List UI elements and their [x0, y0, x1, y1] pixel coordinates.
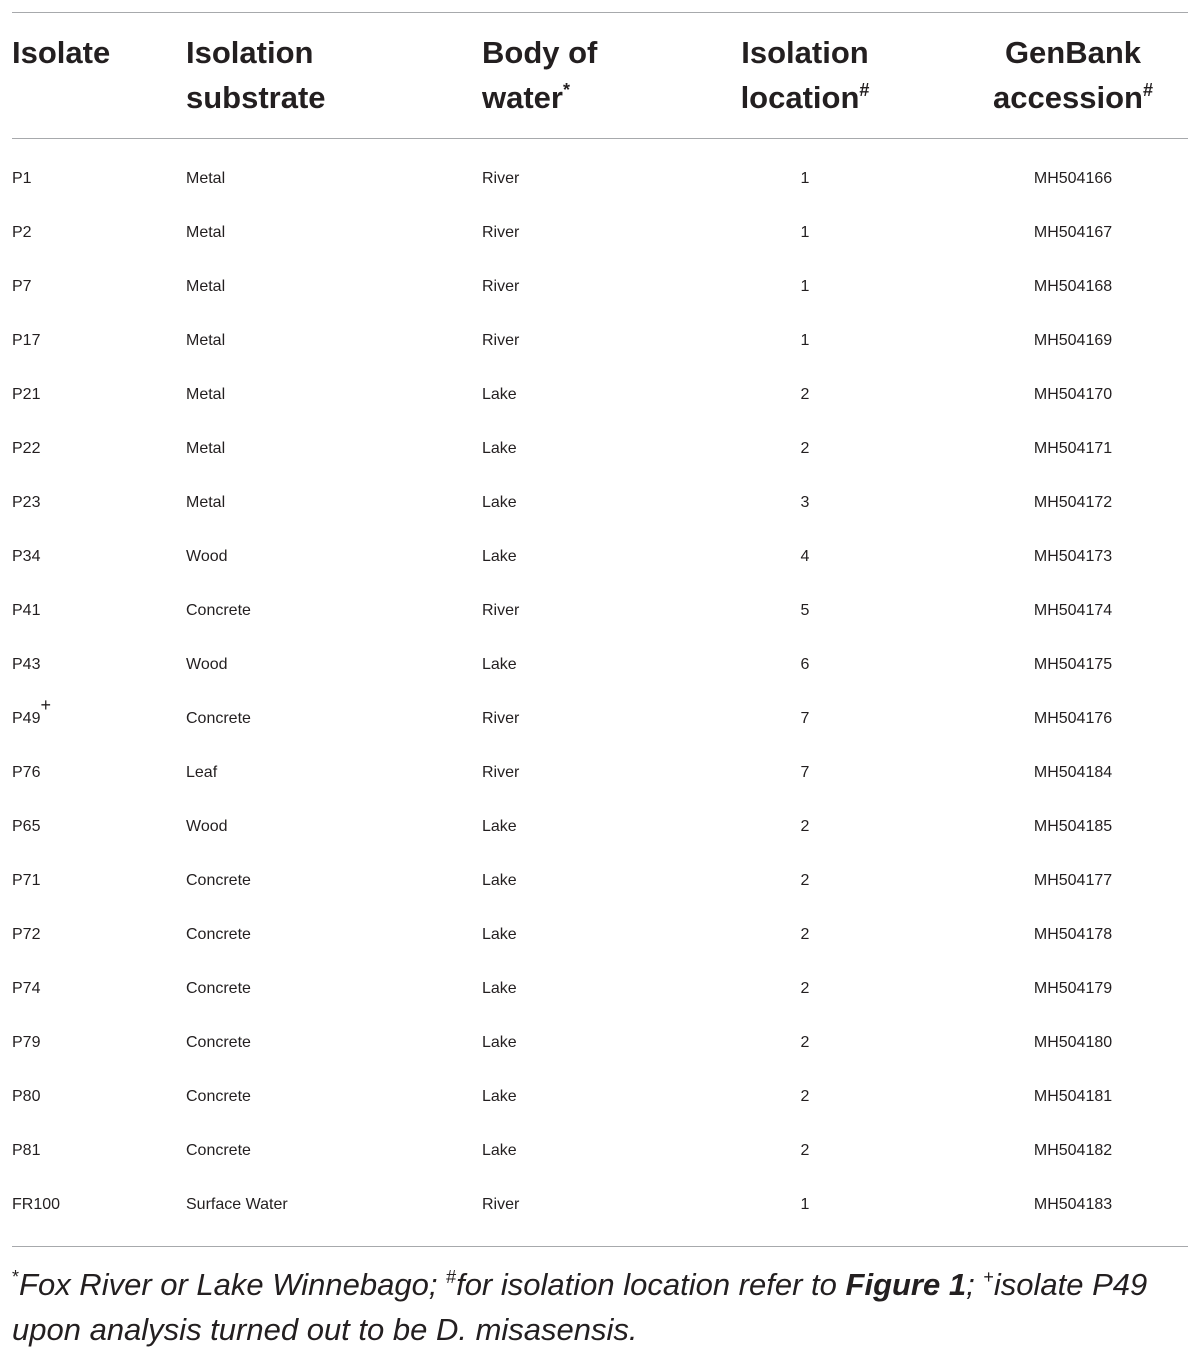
cell-substrate: Metal — [186, 170, 226, 187]
cell-isolate: P1 — [12, 170, 32, 187]
cell-genbank-accession: MH504184 — [1033, 764, 1113, 781]
cell-genbank-accession: MH504176 — [1033, 710, 1113, 727]
header-body-of-water: Body of water* — [482, 35, 598, 115]
cell-genbank-accession: MH504183 — [1033, 1196, 1113, 1213]
cell-body-of-water: Lake — [482, 1088, 517, 1105]
table-row — [0, 260, 1200, 314]
cell-genbank-accession: MH504170 — [1033, 386, 1113, 403]
cell-isolation-location: 2 — [800, 440, 810, 457]
isolate-footnote-mark: + — [40, 695, 51, 715]
cell-genbank-accession: MH504166 — [1033, 170, 1113, 187]
header-genbank-accession: GenBank accession# — [993, 35, 1153, 115]
cell-body-of-water: Lake — [482, 818, 517, 835]
cell-body-of-water: Lake — [482, 548, 517, 565]
cell-body-of-water: River — [482, 602, 520, 619]
header-isolate: Isolate — [12, 35, 111, 70]
table-row — [0, 746, 1200, 800]
cell-isolate: FR100 — [12, 1196, 61, 1213]
figure-reference: Figure 1 — [845, 1267, 967, 1302]
cell-genbank-accession: MH504177 — [1033, 872, 1113, 889]
cell-genbank-accession: MH504182 — [1033, 1142, 1113, 1159]
table-footnote: *Fox River or Lake Winnebago; #for isolation location refer to Figure 1; +isolate P49 upon analysis turned out to be D. misasensis. — [12, 1267, 1148, 1347]
table-row — [0, 314, 1200, 368]
cell-genbank-accession: MH504169 — [1033, 332, 1113, 349]
cell-isolation-location: 2 — [800, 386, 810, 403]
cell-isolation-location: 2 — [800, 818, 810, 835]
cell-body-of-water: River — [482, 278, 520, 295]
table-row — [0, 854, 1200, 908]
cell-isolate: P17 — [12, 332, 41, 349]
cell-genbank-accession: MH504185 — [1033, 818, 1113, 835]
cell-substrate: Concrete — [186, 1034, 251, 1051]
cell-genbank-accession: MH504179 — [1033, 980, 1113, 997]
cell-substrate: Wood — [186, 818, 228, 835]
cell-body-of-water: Lake — [482, 1142, 517, 1159]
cell-isolation-location: 2 — [800, 926, 810, 943]
table-row — [0, 800, 1200, 854]
cell-isolate: P80 — [12, 1088, 41, 1105]
cell-isolate: P72 — [12, 926, 41, 943]
table-row — [0, 1124, 1200, 1178]
cell-substrate: Metal — [186, 386, 226, 403]
cell-isolation-location: 5 — [800, 602, 810, 619]
top-rule — [12, 12, 1188, 13]
table-row — [0, 368, 1200, 422]
cell-isolate: P65 — [12, 818, 41, 835]
table-row — [0, 908, 1200, 962]
cell-body-of-water: River — [482, 764, 520, 781]
cell-body-of-water: Lake — [482, 980, 517, 997]
cell-isolation-location: 4 — [800, 548, 810, 565]
cell-substrate: Concrete — [186, 926, 251, 943]
cell-substrate: Metal — [186, 494, 226, 511]
cell-substrate: Concrete — [186, 602, 251, 619]
cell-body-of-water: River — [482, 710, 520, 727]
cell-isolate: P41 — [12, 602, 41, 619]
cell-isolation-location: 2 — [800, 1034, 810, 1051]
cell-substrate: Metal — [186, 224, 226, 241]
cell-body-of-water: Lake — [482, 440, 517, 457]
cell-body-of-water: Lake — [482, 926, 517, 943]
cell-isolate: P76 — [12, 764, 41, 781]
cell-substrate: Surface Water — [186, 1196, 288, 1213]
cell-isolate: P2 — [12, 224, 32, 241]
table-row — [0, 206, 1200, 260]
cell-isolation-location: 1 — [800, 170, 810, 187]
cell-genbank-accession: MH504180 — [1033, 1034, 1113, 1051]
cell-substrate: Concrete — [186, 1142, 251, 1159]
cell-isolation-location: 3 — [800, 494, 810, 511]
header-isolation-location: Isolation location# — [740, 35, 870, 115]
cell-body-of-water: Lake — [482, 494, 517, 511]
cell-substrate: Wood — [186, 656, 228, 673]
cell-isolate: P7 — [12, 278, 32, 295]
table-row — [0, 692, 1200, 746]
table-row — [0, 422, 1200, 476]
table-row — [0, 584, 1200, 638]
cell-isolate: P34 — [12, 548, 41, 565]
cell-isolate: P79 — [12, 1034, 41, 1051]
cell-substrate: Metal — [186, 440, 226, 457]
cell-isolation-location: 1 — [800, 332, 810, 349]
cell-body-of-water: River — [482, 224, 520, 241]
table-row — [0, 152, 1200, 206]
cell-genbank-accession: MH504167 — [1033, 224, 1113, 241]
bottom-rule — [12, 1246, 1188, 1247]
cell-isolation-location: 1 — [800, 1196, 810, 1213]
cell-body-of-water: Lake — [482, 872, 517, 889]
cell-isolation-location: 6 — [800, 656, 810, 673]
cell-body-of-water: Lake — [482, 1034, 517, 1051]
cell-substrate: Wood — [186, 548, 228, 565]
cell-substrate: Concrete — [186, 1088, 251, 1105]
cell-body-of-water: Lake — [482, 656, 517, 673]
table-row — [0, 1178, 1200, 1232]
cell-genbank-accession: MH504172 — [1033, 494, 1113, 511]
cell-isolate: P49+ — [12, 695, 51, 727]
cell-isolate: P22 — [12, 440, 41, 457]
cell-body-of-water: River — [482, 332, 520, 349]
cell-isolate: P81 — [12, 1142, 41, 1159]
cell-genbank-accession: MH504168 — [1033, 278, 1113, 295]
table-row — [0, 638, 1200, 692]
table-row — [0, 476, 1200, 530]
cell-genbank-accession: MH504171 — [1033, 440, 1113, 457]
cell-genbank-accession: MH504175 — [1033, 656, 1113, 673]
cell-isolation-location: 7 — [800, 764, 810, 781]
cell-isolation-location: 2 — [800, 980, 810, 997]
cell-substrate: Concrete — [186, 710, 251, 727]
cell-substrate: Metal — [186, 278, 226, 295]
cell-substrate: Concrete — [186, 872, 251, 889]
cell-isolate: P23 — [12, 494, 41, 511]
cell-genbank-accession: MH504178 — [1033, 926, 1113, 943]
cell-isolation-location: 2 — [800, 1142, 810, 1159]
cell-isolation-location: 1 — [800, 278, 810, 295]
cell-isolation-location: 2 — [800, 872, 810, 889]
cell-isolate: P74 — [12, 980, 41, 997]
table-row — [0, 962, 1200, 1016]
table-row — [0, 530, 1200, 584]
header-substrate: Isolation substrate — [186, 35, 326, 115]
cell-substrate: Concrete — [186, 980, 251, 997]
cell-isolation-location: 2 — [800, 1088, 810, 1105]
cell-isolate: P71 — [12, 872, 41, 889]
cell-body-of-water: River — [482, 1196, 520, 1213]
cell-body-of-water: Lake — [482, 386, 517, 403]
cell-isolation-location: 1 — [800, 224, 810, 241]
cell-isolation-location: 7 — [800, 710, 810, 727]
cell-isolate: P43 — [12, 656, 41, 673]
cell-substrate: Leaf — [186, 764, 218, 781]
cell-body-of-water: River — [482, 170, 520, 187]
cell-genbank-accession: MH504181 — [1033, 1088, 1113, 1105]
cell-isolate: P21 — [12, 386, 41, 403]
table-row — [0, 1070, 1200, 1124]
cell-genbank-accession: MH504173 — [1033, 548, 1113, 565]
cell-genbank-accession: MH504174 — [1033, 602, 1113, 619]
cell-substrate: Metal — [186, 332, 226, 349]
table-row — [0, 1016, 1200, 1070]
header-rule — [12, 138, 1188, 139]
